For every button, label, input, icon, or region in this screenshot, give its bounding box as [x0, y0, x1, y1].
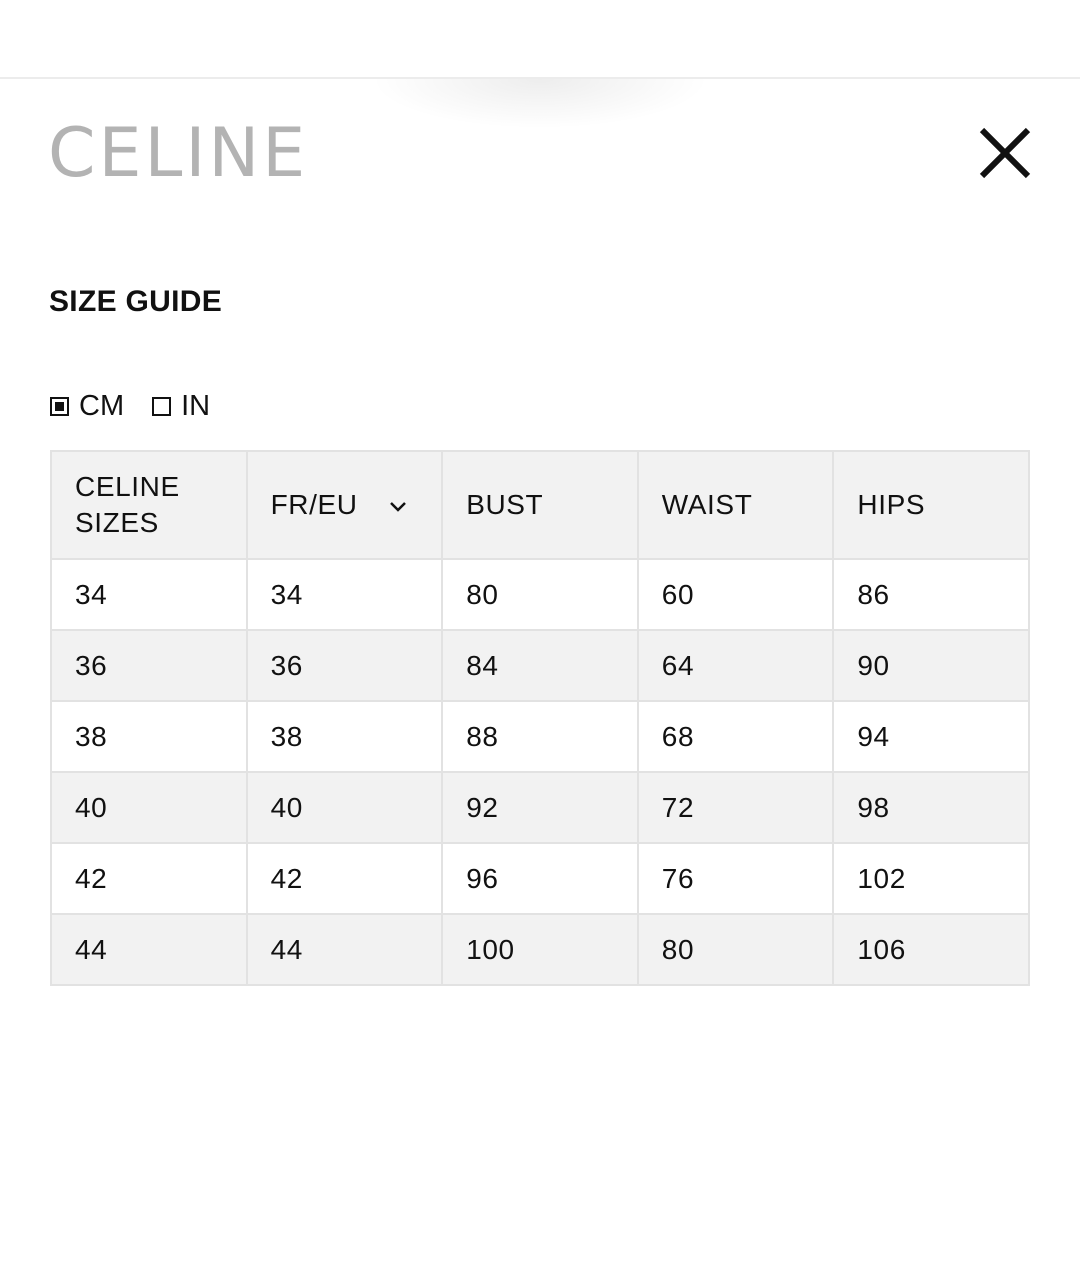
- cell-fr-eu: 44: [247, 914, 443, 985]
- cell-waist: 72: [638, 772, 834, 843]
- unit-label-cm: CM: [79, 389, 125, 422]
- cell-fr-eu: 34: [247, 559, 443, 630]
- cell-bust: 92: [442, 772, 638, 843]
- cell-hips: 86: [833, 559, 1029, 630]
- cell-bust: 80: [442, 559, 638, 630]
- cell-celine-size: 42: [51, 843, 247, 914]
- cell-waist: 76: [638, 843, 834, 914]
- cell-celine-size: 34: [51, 559, 247, 630]
- celine-logo: CELINE: [48, 114, 309, 193]
- header-fr-eu-selector[interactable]: [247, 451, 443, 559]
- header-bust: BUST: [442, 451, 638, 559]
- size-system-dropdown[interactable]: [271, 487, 442, 523]
- cell-hips: 94: [833, 701, 1029, 772]
- cell-bust: 84: [442, 630, 638, 701]
- header-celine-sizes: CELINE SIZES: [51, 451, 247, 559]
- cell-hips: 102: [833, 843, 1029, 914]
- cell-hips: 106: [833, 914, 1029, 985]
- cell-celine-size: 36: [51, 630, 247, 701]
- size-system-label: FR/EU: [270, 489, 358, 520]
- cell-fr-eu: 42: [247, 843, 443, 914]
- cell-fr-eu: 40: [247, 772, 443, 843]
- cell-waist: 64: [638, 630, 834, 701]
- cell-fr-eu: 38: [247, 701, 443, 772]
- top-bar: [0, 0, 1080, 79]
- header-hips: HIPS: [833, 451, 1029, 559]
- cell-waist: 80: [638, 914, 834, 985]
- size-table: [50, 450, 1030, 986]
- top-shadow: [370, 79, 710, 129]
- cell-celine-size: 40: [51, 772, 247, 843]
- cell-bust: 88: [442, 701, 638, 772]
- table-row: [51, 630, 1029, 701]
- table-row: [51, 701, 1029, 772]
- unit-option-cm[interactable]: [50, 390, 124, 423]
- close-icon: [976, 124, 1034, 182]
- close-button[interactable]: [976, 124, 1034, 182]
- checkbox-checked-icon[interactable]: [50, 397, 69, 416]
- chevron-down-icon[interactable]: [388, 487, 408, 523]
- cell-bust: 96: [442, 843, 638, 914]
- table-row: [51, 843, 1029, 914]
- table-row: [51, 914, 1029, 985]
- header-waist: WAIST: [638, 451, 834, 559]
- checkbox-unchecked-icon[interactable]: [152, 397, 171, 416]
- cell-waist: 68: [638, 701, 834, 772]
- table-row: [51, 772, 1029, 843]
- table-row: [51, 559, 1029, 630]
- unit-option-in[interactable]: [152, 390, 210, 423]
- cell-celine-size: 44: [51, 914, 247, 985]
- cell-hips: 98: [833, 772, 1029, 843]
- unit-toggle: [50, 388, 238, 424]
- size-guide-title: SIZE GUIDE: [49, 285, 223, 318]
- cell-bust: 100: [442, 914, 638, 985]
- cell-waist: 60: [638, 559, 834, 630]
- table-header-row: [51, 451, 1029, 559]
- cell-hips: 90: [833, 630, 1029, 701]
- cell-fr-eu: 36: [247, 630, 443, 701]
- unit-label-in: IN: [181, 389, 211, 422]
- cell-celine-size: 38: [51, 701, 247, 772]
